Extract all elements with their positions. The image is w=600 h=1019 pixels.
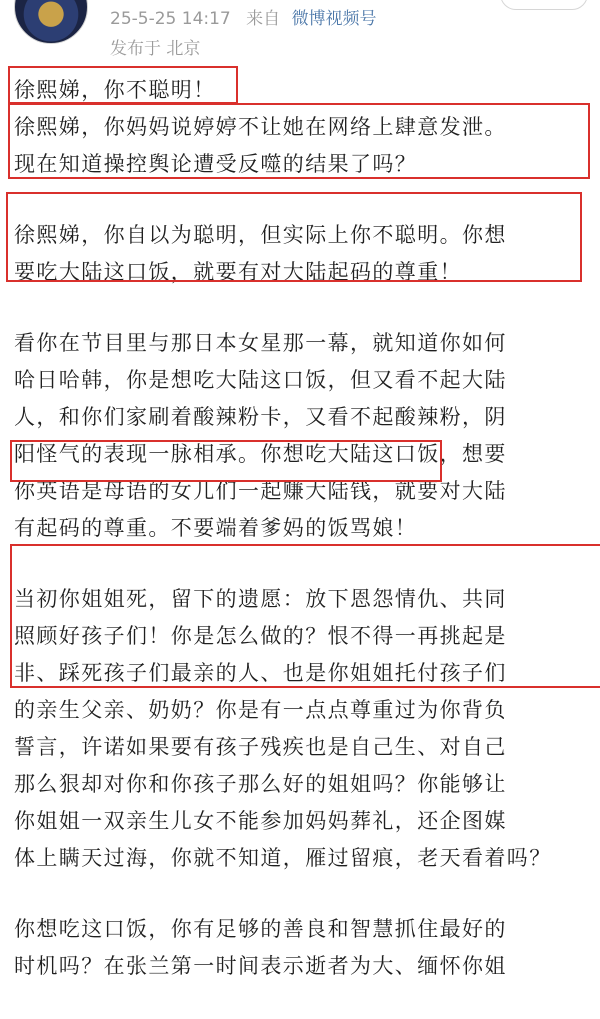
post-source-link[interactable]: 微博视频号 xyxy=(291,9,377,29)
text-line: 要吃大陆这口饭，就要有对大陆起码的尊重！ xyxy=(14,260,462,284)
text-line: 时机吗？在张兰第一时间表示逝者为大、缅怀你姐 xyxy=(14,954,507,978)
paragraph-2 xyxy=(14,217,594,291)
text-line: 徐熙娣，你妈妈说婷婷不让她在网络上肆意发泄。 xyxy=(14,115,507,139)
text-line: 的亲生父亲、奶奶？你是有一点点尊重过为你背负 xyxy=(14,698,507,722)
text-line: 徐熙娣，你自以为聪明，但实际上你不聪明。你想 xyxy=(14,223,507,247)
paragraph-1 xyxy=(14,72,594,183)
text-line: 徐熙娣，你不聪明！ xyxy=(14,78,216,102)
paragraph-3 xyxy=(14,325,594,547)
text-line: 当初你姐姐死，留下的遗愿：放下恩怨情仇、共同 xyxy=(14,587,507,611)
paragraph-4 xyxy=(14,581,594,877)
follow-button[interactable] xyxy=(500,0,588,10)
text-line: 誓言，许诺如果要有孩子残疾也是自己生、对自己 xyxy=(14,735,507,759)
post-meta xyxy=(110,4,377,29)
text-line: 有起码的尊重。不要端着爹妈的饭骂娘！ xyxy=(14,516,418,540)
text-line: 你姐姐一双亲生儿女不能参加妈妈葬礼，还企图媒 xyxy=(14,809,507,833)
text-line: 体上瞒天过海，你就不知道，雁过留痕，老天看着吗？ xyxy=(14,846,552,870)
text-line: 阳怪气的表现一脉相承。你想吃大陆这口饭，想要 xyxy=(14,442,507,466)
text-line: 你想吃这口饭，你有足够的善良和智慧抓住最好的 xyxy=(14,917,507,941)
post-location: 发布于 北京 xyxy=(110,39,201,59)
avatar[interactable] xyxy=(14,0,88,44)
text-line: 现在知道操控舆论遭受反噬的结果了吗？ xyxy=(14,152,418,176)
text-line: 照顾好孩子们！你是怎么做的？恨不得一再挑起是 xyxy=(14,624,507,648)
text-line: 哈日哈韩，你是想吃大陆这口饭，但又看不起大陆 xyxy=(14,368,507,392)
post-from-label: 来自 xyxy=(246,9,281,29)
text-line: 那么狠却对你和你孩子那么好的姐姐吗？你能够让 xyxy=(14,772,507,796)
post-body xyxy=(14,72,594,1019)
post-timestamp: 25-5-25 14:17 xyxy=(110,9,231,29)
text-line: 人，和你们家刷着酸辣粉卡，又看不起酸辣粉，阴 xyxy=(14,405,507,429)
text-line: 看你在节目里与那日本女星那一幕，就知道你如何 xyxy=(14,331,507,355)
paragraph-5 xyxy=(14,911,594,985)
text-line: 非、踩死孩子们最亲的人、也是你姐姐托付孩子们 xyxy=(14,661,507,685)
text-line: 你英语是母语的女儿们一起赚大陆钱，就要对大陆 xyxy=(14,479,507,503)
